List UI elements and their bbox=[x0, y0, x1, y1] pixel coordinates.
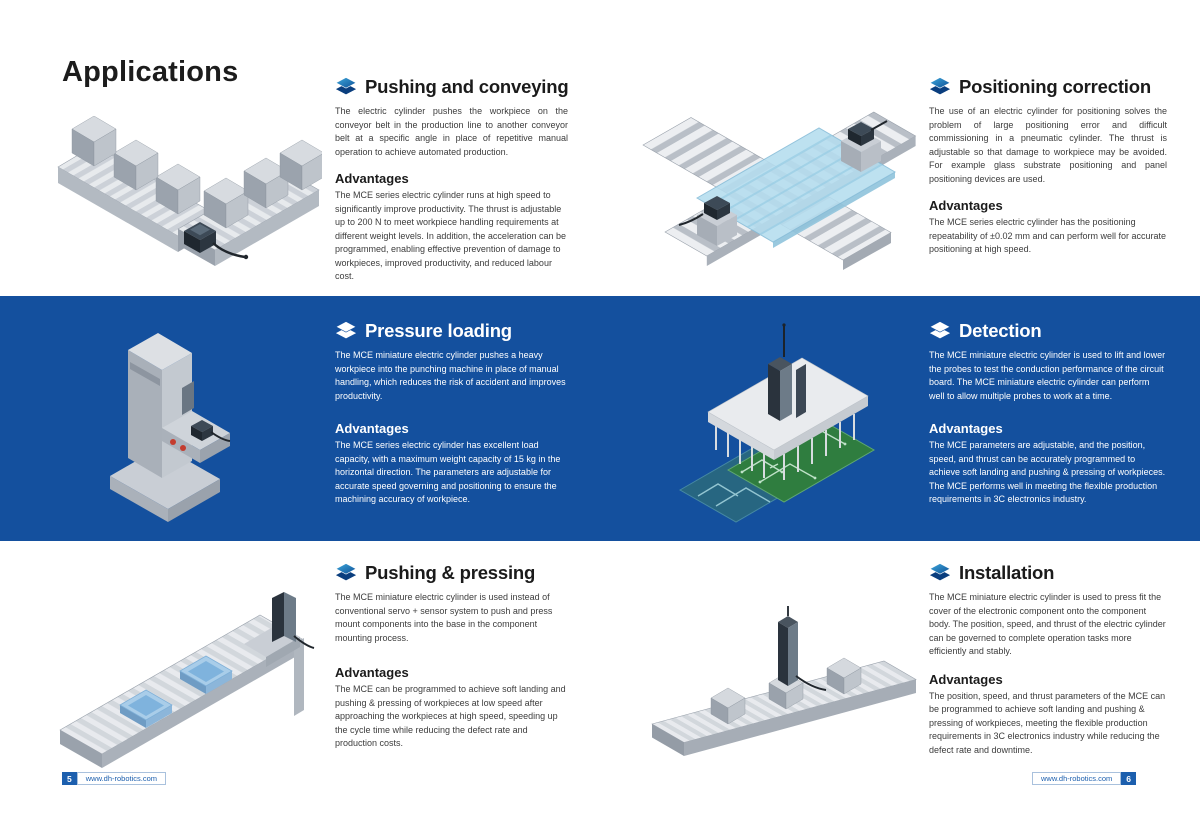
section-installation bbox=[929, 562, 1167, 757]
advantages-heading: Advantages bbox=[929, 198, 1003, 213]
illustration-installation bbox=[636, 606, 928, 771]
section-title: Pushing and conveying bbox=[365, 76, 569, 97]
layers-diamond-icon bbox=[929, 320, 951, 342]
illustration-pushing-pressing bbox=[48, 592, 333, 770]
advantages-text: The MCE can be programmed to achieve soft landing and pushing & pressing of workpieces at low speed after approaching the workpieces at high speed, speeding up the cycle time while reducing the defect rate and production costs. bbox=[335, 684, 566, 748]
advantages-heading: Advantages bbox=[335, 421, 409, 436]
section-title: Positioning correction bbox=[959, 76, 1151, 97]
section-title: Detection bbox=[959, 320, 1042, 341]
illustration-pressure-loading bbox=[70, 328, 250, 528]
layers-diamond-icon bbox=[335, 320, 357, 342]
layers-diamond-icon bbox=[929, 562, 951, 584]
advantages-heading: Advantages bbox=[335, 171, 409, 186]
layers-diamond-icon bbox=[929, 76, 951, 98]
section-positioning-correction bbox=[929, 76, 1167, 257]
advantages-heading: Advantages bbox=[929, 421, 1003, 436]
advantages-heading: Advantages bbox=[335, 665, 409, 680]
website-url[interactable]: www.dh-robotics.com bbox=[1032, 772, 1121, 785]
advantages-text: The MCE parameters are adjustable, and the position, speed, and thrust can be accurately programmed to achieve soft landing and pushing & pressing of workpieces. The MCE performs well in meeting the flexible production requirements in 3C electronics industry. bbox=[929, 440, 1166, 504]
section-title: Pushing & pressing bbox=[365, 562, 536, 583]
section-title: Pressure loading bbox=[365, 320, 512, 341]
page-number-badge: 5 bbox=[62, 772, 77, 785]
illustration-detection bbox=[650, 312, 905, 532]
advantages-heading: Advantages bbox=[929, 671, 1003, 687]
advantages-text: The MCE series electric cylinder runs at high speed to significantly improve productivity. The thrust is adjustable up to 200 N to meet workpiece handling requirements at different weight levels. In addition, the acceleration can be programmed, enabling effective prevention of damage to workpieces, improved productivity, and reduced labour cost. bbox=[335, 190, 566, 281]
illustration-pushing-conveying bbox=[50, 116, 322, 276]
section-description: The MCE miniature electric cylinder is used instead of conventional servo + sensor system to push and press mount components into the base in the component mounting process. bbox=[335, 592, 553, 643]
section-description: The use of an electric cylinder for positioning solves the problem of large positioning error and difficult commissioning in a pneumatic cylinder. The thrust is adjustable so that damage to workpiece may be avoided. For example glass substrate positioning and panel positioning devices are used. bbox=[929, 106, 1167, 184]
footer-left bbox=[62, 772, 166, 785]
section-title: Installation bbox=[959, 562, 1055, 583]
illustration-positioning-correction bbox=[633, 90, 925, 270]
section-description: The MCE miniature electric cylinder is used to press fit the cover of the electronic component onto the component body. The position, speed, and thrust of the electric cylinder can be governed to complete operation tasks more efficiently and stably. bbox=[929, 592, 1166, 656]
footer-right bbox=[1032, 772, 1136, 785]
section-pushing-pressing bbox=[335, 562, 568, 751]
section-description: The MCE miniature electric cylinder pushes a heavy workpiece into the punching machine in place of manual handling, which reduces the risk of accident and improves productivity. bbox=[335, 350, 566, 401]
advantages-text: The MCE series electric cylinder has excellent load capacity, with a maximum weight capacity of 15 kg in the horizontal direction. The parameters are adjustable for accurate speed governing and positioning to ensure the machining accuracy of workpiece. bbox=[335, 440, 561, 504]
layers-diamond-icon bbox=[335, 76, 357, 98]
page-title: Applications bbox=[62, 56, 239, 88]
section-pushing-and-conveying bbox=[335, 76, 568, 284]
page-number-badge: 6 bbox=[1121, 772, 1136, 785]
advantages-text: The MCE series electric cylinder has the positioning repeatability of ±0.02 mm and can perform well for accurate positioning at high speed. bbox=[929, 217, 1167, 254]
layers-diamond-icon bbox=[335, 562, 357, 584]
section-detection bbox=[929, 320, 1167, 507]
section-pressure-loading bbox=[335, 320, 568, 507]
advantages-text: The position, speed, and thrust parameters of the MCE can be programmed to achieve soft landing and pushing & pressing of workpieces, meeting the flexible production requirements in 3C electronics industry while reducing the defect rate and downtime. bbox=[929, 690, 1166, 755]
section-description: The MCE miniature electric cylinder is used to lift and lower the probes to test the conduction performance of the circuit board. The MCE miniature electric cylinder can perform well to allow multiple probes to work at a time. bbox=[929, 350, 1166, 401]
website-url[interactable]: www.dh-robotics.com bbox=[77, 772, 166, 785]
section-description: The electric cylinder pushes the workpiece on the conveyor belt in the production line to another conveyor belt at a specific angle in place of repetitive manual operation to achieve automated production. bbox=[335, 106, 568, 157]
